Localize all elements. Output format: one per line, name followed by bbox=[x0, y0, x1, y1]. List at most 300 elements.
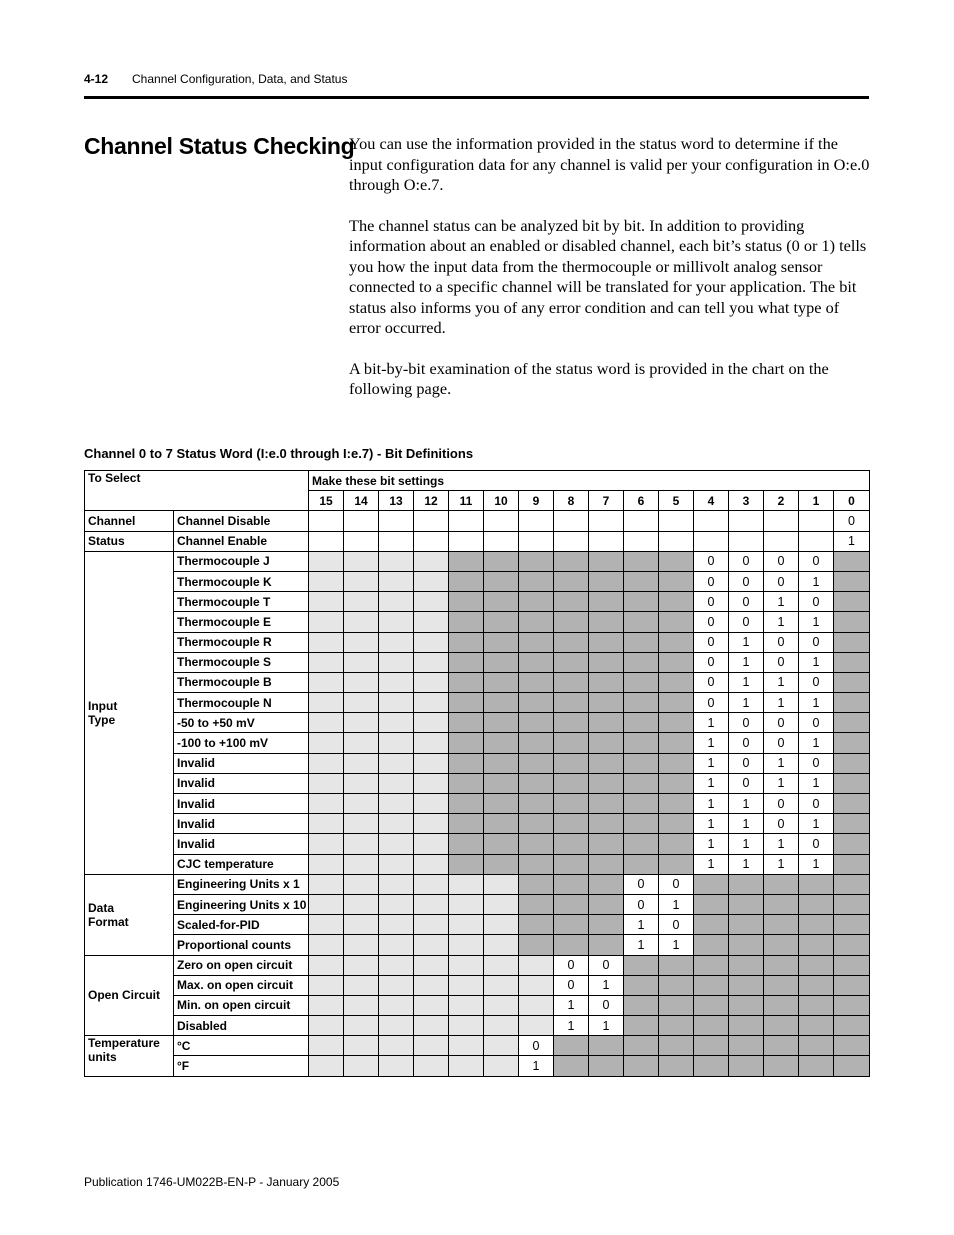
bit-cell bbox=[449, 894, 484, 914]
bit-cell bbox=[379, 854, 414, 874]
bit-cell bbox=[554, 915, 589, 935]
bit-cell: 0 bbox=[799, 753, 834, 773]
bit-cell bbox=[519, 935, 554, 955]
bit-cell bbox=[519, 814, 554, 834]
bit-number: 15 bbox=[309, 491, 344, 511]
bit-cell bbox=[764, 915, 799, 935]
bit-cell bbox=[309, 511, 344, 531]
bit-cell bbox=[834, 592, 870, 612]
bit-cell bbox=[624, 1036, 659, 1056]
bit-cell bbox=[554, 592, 589, 612]
bit-cell bbox=[379, 1056, 414, 1076]
table-row bbox=[85, 874, 870, 894]
bit-number: 1 bbox=[799, 491, 834, 511]
bit-cell bbox=[309, 753, 344, 773]
bit-cell bbox=[449, 511, 484, 531]
bit-cell bbox=[414, 935, 449, 955]
bit-cell bbox=[379, 955, 414, 975]
bit-cell bbox=[554, 551, 589, 571]
bit-number: 12 bbox=[414, 491, 449, 511]
bit-cell bbox=[729, 531, 764, 551]
bit-cell: 0 bbox=[799, 713, 834, 733]
bit-cell: 1 bbox=[764, 612, 799, 632]
bit-cell: 1 bbox=[799, 652, 834, 672]
bit-cell bbox=[694, 874, 729, 894]
row-label: Invalid bbox=[174, 794, 309, 814]
table-row bbox=[85, 935, 870, 955]
row-label: Zero on open circuit bbox=[174, 955, 309, 975]
bit-cell: 1 bbox=[799, 693, 834, 713]
bit-cell: 0 bbox=[729, 713, 764, 733]
bit-cell bbox=[624, 975, 659, 995]
bit-cell bbox=[414, 632, 449, 652]
bit-cell: 1 bbox=[729, 632, 764, 652]
bit-number: 8 bbox=[554, 491, 589, 511]
table-row bbox=[85, 571, 870, 591]
bit-cell bbox=[659, 1036, 694, 1056]
bit-cell bbox=[519, 571, 554, 591]
bit-cell: 0 bbox=[729, 551, 764, 571]
bit-cell: 1 bbox=[554, 1016, 589, 1036]
row-label: Invalid bbox=[174, 834, 309, 854]
bit-cell bbox=[484, 753, 519, 773]
bit-cell bbox=[484, 511, 519, 531]
table-row bbox=[85, 713, 870, 733]
bit-cell bbox=[764, 1056, 799, 1076]
bit-cell bbox=[834, 834, 870, 854]
row-label: Invalid bbox=[174, 814, 309, 834]
row-label: Invalid bbox=[174, 753, 309, 773]
bit-cell bbox=[834, 753, 870, 773]
bit-cell: 1 bbox=[624, 915, 659, 935]
bit-number: 9 bbox=[519, 491, 554, 511]
bit-cell bbox=[554, 834, 589, 854]
bit-cell bbox=[554, 814, 589, 834]
bit-cell: 0 bbox=[729, 773, 764, 793]
row-label: -50 to +50 mV bbox=[174, 713, 309, 733]
bit-cell: 1 bbox=[694, 814, 729, 834]
bit-cell bbox=[624, 794, 659, 814]
bit-cell bbox=[449, 1016, 484, 1036]
bit-cell bbox=[414, 773, 449, 793]
bit-cell bbox=[834, 915, 870, 935]
bit-cell bbox=[554, 531, 589, 551]
bit-cell bbox=[449, 975, 484, 995]
bit-cell bbox=[449, 652, 484, 672]
page-header bbox=[84, 72, 347, 86]
bit-cell bbox=[309, 551, 344, 571]
bit-cell bbox=[659, 975, 694, 995]
bit-cell: 0 bbox=[764, 814, 799, 834]
bit-cell bbox=[344, 612, 379, 632]
bit-cell bbox=[414, 814, 449, 834]
bit-cell bbox=[729, 1056, 764, 1076]
bit-cell: 0 bbox=[764, 551, 799, 571]
bit-cell: 0 bbox=[659, 915, 694, 935]
bit-cell: 0 bbox=[799, 632, 834, 652]
bit-cell bbox=[484, 592, 519, 612]
bit-cell bbox=[519, 612, 554, 632]
bit-cell bbox=[694, 1056, 729, 1076]
bit-cell bbox=[589, 753, 624, 773]
bit-cell bbox=[344, 834, 379, 854]
bit-cell: 0 bbox=[694, 592, 729, 612]
bit-cell bbox=[834, 894, 870, 914]
bit-cell bbox=[589, 874, 624, 894]
bit-cell bbox=[659, 1016, 694, 1036]
bit-cell bbox=[379, 652, 414, 672]
bit-cell bbox=[449, 814, 484, 834]
bit-cell bbox=[484, 612, 519, 632]
group-label: Status bbox=[85, 531, 174, 551]
bit-cell bbox=[309, 773, 344, 793]
to-select-header: To Select bbox=[85, 471, 309, 511]
bit-cell bbox=[554, 652, 589, 672]
bit-cell bbox=[449, 753, 484, 773]
bit-cell bbox=[729, 935, 764, 955]
bit-cell: 0 bbox=[729, 753, 764, 773]
bit-cell: 0 bbox=[799, 672, 834, 692]
bit-cell bbox=[659, 995, 694, 1015]
bit-cell bbox=[659, 834, 694, 854]
bit-cell: 1 bbox=[729, 854, 764, 874]
bit-cell bbox=[554, 693, 589, 713]
bit-cell bbox=[344, 733, 379, 753]
bit-cell: 1 bbox=[764, 672, 799, 692]
bit-cell bbox=[484, 1056, 519, 1076]
bit-cell bbox=[379, 733, 414, 753]
bit-cell bbox=[554, 1056, 589, 1076]
bit-cell bbox=[659, 551, 694, 571]
paragraph-1: You can use the information provided in the status word to determine if the input configuration data for any channel is valid per your configuration in O:e.0 through O:e.7. bbox=[349, 134, 870, 194]
bit-cell bbox=[624, 551, 659, 571]
bit-cell bbox=[589, 551, 624, 571]
bit-cell bbox=[554, 935, 589, 955]
bit-cell bbox=[449, 733, 484, 753]
bit-cell bbox=[414, 975, 449, 995]
bit-cell bbox=[659, 652, 694, 672]
bit-cell bbox=[414, 794, 449, 814]
bit-cell bbox=[659, 773, 694, 793]
bit-cell bbox=[309, 955, 344, 975]
bit-cell bbox=[484, 713, 519, 733]
bit-cell bbox=[414, 995, 449, 1015]
bit-cell bbox=[309, 713, 344, 733]
bit-cell: 1 bbox=[589, 975, 624, 995]
bit-number: 10 bbox=[484, 491, 519, 511]
bit-cell bbox=[484, 975, 519, 995]
bit-cell bbox=[449, 773, 484, 793]
row-label: Thermocouple J bbox=[174, 551, 309, 571]
bit-cell bbox=[764, 995, 799, 1015]
bit-cell bbox=[379, 632, 414, 652]
bit-cell: 1 bbox=[659, 935, 694, 955]
bit-cell bbox=[624, 1056, 659, 1076]
bit-cell bbox=[309, 794, 344, 814]
bit-cell: 1 bbox=[729, 794, 764, 814]
bit-cell bbox=[834, 874, 870, 894]
bit-cell bbox=[554, 753, 589, 773]
bit-cell bbox=[449, 693, 484, 713]
bit-cell bbox=[484, 652, 519, 672]
bit-cell bbox=[624, 693, 659, 713]
bit-cell bbox=[729, 511, 764, 531]
row-label: Disabled bbox=[174, 1016, 309, 1036]
bit-cell bbox=[589, 935, 624, 955]
table-row bbox=[85, 814, 870, 834]
page-number: 4-12 bbox=[84, 72, 109, 86]
bit-cell bbox=[449, 915, 484, 935]
bit-cell bbox=[484, 854, 519, 874]
bit-cell bbox=[379, 693, 414, 713]
bit-cell: 0 bbox=[729, 612, 764, 632]
bit-cell: 1 bbox=[729, 834, 764, 854]
bit-cell bbox=[659, 693, 694, 713]
bit-cell: 1 bbox=[694, 773, 729, 793]
bit-cell bbox=[519, 955, 554, 975]
table-row bbox=[85, 733, 870, 753]
bit-cell: 1 bbox=[764, 773, 799, 793]
bit-cell bbox=[449, 834, 484, 854]
bit-cell bbox=[344, 915, 379, 935]
bit-cell bbox=[554, 612, 589, 632]
bit-cell bbox=[484, 794, 519, 814]
bit-cell bbox=[624, 995, 659, 1015]
bit-cell bbox=[834, 1036, 870, 1056]
bit-cell bbox=[659, 753, 694, 773]
bit-cell bbox=[764, 894, 799, 914]
bit-cell: 0 bbox=[694, 652, 729, 672]
bit-cell bbox=[309, 571, 344, 591]
bit-cell bbox=[484, 894, 519, 914]
group-label: Channel bbox=[85, 511, 174, 531]
bit-cell bbox=[624, 834, 659, 854]
bit-cell bbox=[519, 794, 554, 814]
paragraph-2: The channel status can be analyzed bit by bit. In addition to providing information about an enabled or disabled channel, each bit’s status (0 or 1) tells you how the input data from the thermocouple or millivolt analog sensor connected to a specific channel will be translated for your application. The bit status also informs you of any error condition and can tell you what type of error occurred. bbox=[349, 215, 867, 337]
bit-cell: 0 bbox=[834, 511, 870, 531]
bit-cell bbox=[624, 652, 659, 672]
bit-cell bbox=[344, 773, 379, 793]
bit-cell bbox=[519, 551, 554, 571]
bit-cell: 0 bbox=[729, 571, 764, 591]
row-label: Invalid bbox=[174, 773, 309, 793]
bit-cell bbox=[309, 854, 344, 874]
row-label: Channel Enable bbox=[174, 531, 309, 551]
row-label: °C bbox=[174, 1036, 309, 1056]
bit-cell bbox=[624, 713, 659, 733]
bit-cell: 0 bbox=[694, 612, 729, 632]
bit-cell bbox=[659, 612, 694, 632]
bit-cell bbox=[449, 794, 484, 814]
bit-cell: 0 bbox=[694, 632, 729, 652]
bit-cell bbox=[834, 632, 870, 652]
table-row bbox=[85, 915, 870, 935]
bit-cell bbox=[344, 713, 379, 733]
bit-cell bbox=[834, 652, 870, 672]
row-label: Scaled-for-PID bbox=[174, 915, 309, 935]
bit-cell bbox=[624, 612, 659, 632]
group-label: Input Type bbox=[85, 551, 174, 874]
bit-cell bbox=[834, 612, 870, 632]
table-row bbox=[85, 511, 870, 531]
bit-cell bbox=[379, 1036, 414, 1056]
bit-cell bbox=[659, 571, 694, 591]
bit-cell bbox=[344, 894, 379, 914]
row-label: Thermocouple E bbox=[174, 612, 309, 632]
bit-cell bbox=[764, 1036, 799, 1056]
bit-cell bbox=[834, 571, 870, 591]
bit-number: 6 bbox=[624, 491, 659, 511]
bit-cell bbox=[519, 672, 554, 692]
bit-number: 5 bbox=[659, 491, 694, 511]
row-label: Engineering Units x 10 bbox=[174, 894, 309, 914]
table-title: Channel 0 to 7 Status Word (I:e.0 through I:e.7) - Bit Definitions bbox=[84, 446, 474, 461]
bit-cell bbox=[624, 511, 659, 531]
group-label: Temperature units bbox=[85, 1036, 174, 1076]
bit-cell bbox=[694, 1036, 729, 1056]
bit-cell bbox=[834, 975, 870, 995]
bit-cell bbox=[379, 935, 414, 955]
table-row bbox=[85, 693, 870, 713]
bit-cell bbox=[799, 531, 834, 551]
bit-cell bbox=[414, 672, 449, 692]
table-row bbox=[85, 652, 870, 672]
bit-cell bbox=[449, 995, 484, 1015]
bit-cell bbox=[379, 1016, 414, 1036]
bit-cell bbox=[449, 531, 484, 551]
bit-cell bbox=[344, 935, 379, 955]
bit-cell: 0 bbox=[554, 975, 589, 995]
bit-cell bbox=[729, 874, 764, 894]
bit-cell bbox=[624, 814, 659, 834]
bit-cell bbox=[519, 753, 554, 773]
bit-cell bbox=[764, 531, 799, 551]
bit-cell bbox=[344, 975, 379, 995]
bit-cell: 0 bbox=[729, 592, 764, 612]
bit-cell bbox=[834, 551, 870, 571]
bit-cell bbox=[484, 571, 519, 591]
bit-cell: 1 bbox=[799, 773, 834, 793]
bit-cell bbox=[834, 955, 870, 975]
bit-cell bbox=[624, 753, 659, 773]
bit-cell: 0 bbox=[624, 894, 659, 914]
table-row bbox=[85, 894, 870, 914]
bit-cell: 0 bbox=[554, 955, 589, 975]
bit-cell bbox=[694, 1016, 729, 1036]
bit-cell bbox=[589, 652, 624, 672]
bit-cell bbox=[729, 1036, 764, 1056]
bit-cell bbox=[414, 1056, 449, 1076]
bit-cell bbox=[344, 531, 379, 551]
bit-cell bbox=[659, 733, 694, 753]
bit-cell: 0 bbox=[799, 794, 834, 814]
bit-cell bbox=[589, 511, 624, 531]
row-label: Proportional counts bbox=[174, 935, 309, 955]
bit-cell bbox=[589, 693, 624, 713]
table-row bbox=[85, 632, 870, 652]
bit-cell: 1 bbox=[694, 733, 729, 753]
bit-cell bbox=[519, 511, 554, 531]
bit-cell: 0 bbox=[799, 551, 834, 571]
bit-cell bbox=[414, 612, 449, 632]
bit-cell bbox=[589, 773, 624, 793]
table-row bbox=[85, 975, 870, 995]
bit-cell bbox=[694, 935, 729, 955]
bit-cell bbox=[309, 1056, 344, 1076]
bit-cell: 1 bbox=[624, 935, 659, 955]
bit-cell: 1 bbox=[799, 571, 834, 591]
bit-cell bbox=[589, 1036, 624, 1056]
bit-cell bbox=[309, 1016, 344, 1036]
table-row bbox=[85, 773, 870, 793]
bit-cell bbox=[309, 874, 344, 894]
bit-cell bbox=[834, 693, 870, 713]
bit-cell: 1 bbox=[659, 894, 694, 914]
bit-cell bbox=[379, 551, 414, 571]
bit-cell bbox=[554, 632, 589, 652]
bit-cell bbox=[344, 854, 379, 874]
bit-cell: 1 bbox=[729, 814, 764, 834]
bit-cell: 0 bbox=[764, 733, 799, 753]
bit-cell bbox=[624, 773, 659, 793]
bit-cell bbox=[659, 955, 694, 975]
bit-cell bbox=[379, 511, 414, 531]
row-label: Thermocouple B bbox=[174, 672, 309, 692]
bit-cell bbox=[449, 955, 484, 975]
bit-cell bbox=[694, 511, 729, 531]
bit-cell bbox=[309, 935, 344, 955]
bit-cell bbox=[519, 915, 554, 935]
bit-cell bbox=[589, 854, 624, 874]
bit-cell bbox=[694, 955, 729, 975]
bit-cell bbox=[834, 672, 870, 692]
bit-cell bbox=[624, 571, 659, 591]
bit-cell bbox=[764, 874, 799, 894]
bit-cell: 1 bbox=[694, 834, 729, 854]
bit-cell bbox=[799, 511, 834, 531]
bit-cell bbox=[659, 632, 694, 652]
table-row bbox=[85, 753, 870, 773]
bit-cell: 0 bbox=[694, 693, 729, 713]
bit-cell bbox=[379, 894, 414, 914]
bit-cell bbox=[554, 672, 589, 692]
bit-cell: 1 bbox=[799, 814, 834, 834]
row-label: Thermocouple T bbox=[174, 592, 309, 612]
bit-cell bbox=[729, 1016, 764, 1036]
bit-cell bbox=[729, 915, 764, 935]
table-row bbox=[85, 1016, 870, 1036]
bit-cell bbox=[344, 753, 379, 773]
table-row bbox=[85, 794, 870, 814]
bit-cell bbox=[484, 814, 519, 834]
bit-cell bbox=[344, 955, 379, 975]
bit-cell bbox=[694, 915, 729, 935]
bit-cell bbox=[449, 672, 484, 692]
bit-cell bbox=[554, 571, 589, 591]
bit-cell bbox=[589, 915, 624, 935]
bit-number: 13 bbox=[379, 491, 414, 511]
bit-cell bbox=[694, 975, 729, 995]
bit-cell bbox=[484, 955, 519, 975]
bit-cell bbox=[519, 773, 554, 793]
bit-cell bbox=[379, 612, 414, 632]
row-label: Engineering Units x 1 bbox=[174, 874, 309, 894]
bit-cell bbox=[519, 854, 554, 874]
bit-cell bbox=[449, 592, 484, 612]
bit-cell: 0 bbox=[694, 672, 729, 692]
bit-cell bbox=[449, 612, 484, 632]
make-settings-header: Make these bit settings bbox=[309, 471, 870, 491]
